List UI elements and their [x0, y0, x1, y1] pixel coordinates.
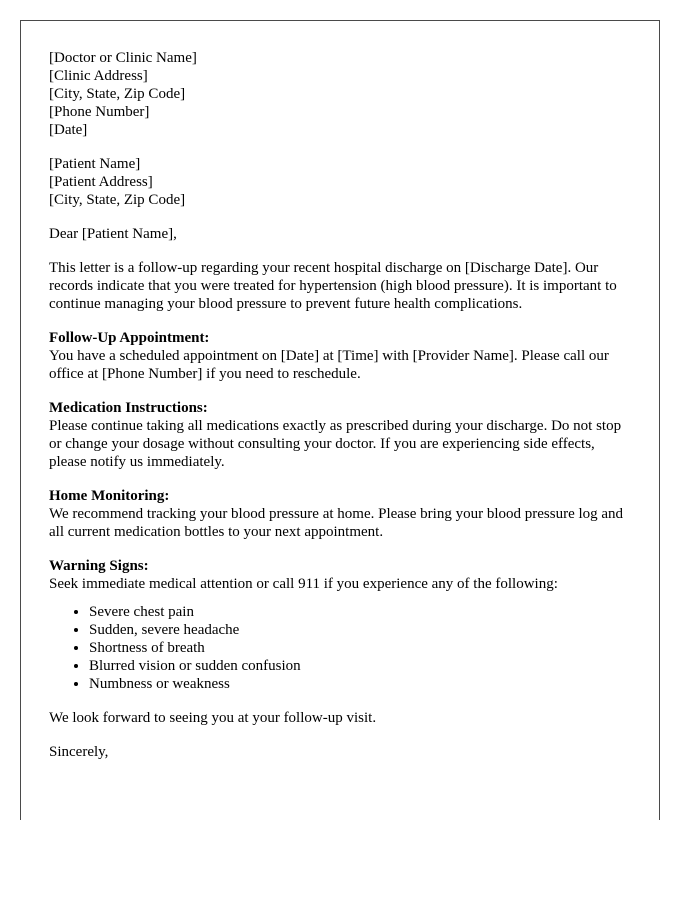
section-body: You have a scheduled appointment on [Date] at [Time] with [Provider Name]. Please call our office at [Phone Number] if you need to reschedule. [49, 348, 609, 382]
section-warning-signs [49, 557, 631, 593]
section-body: Seek immediate medical attention or call 911 if you experience any of the following: [49, 576, 558, 592]
sender-name: [Doctor or Clinic Name] [49, 50, 197, 66]
list-item: • Severe chest pain [89, 603, 631, 621]
sender-block [49, 49, 631, 139]
list-item: • Blurred vision or sudden confusion [89, 657, 631, 675]
recipient-name: [Patient Name] [49, 156, 141, 172]
closing-line: We look forward to seeing you at your follow-up visit. [49, 710, 377, 726]
section-home-monitoring [49, 487, 631, 541]
recipient-block [49, 155, 631, 209]
section-heading: Follow-Up Appointment: [49, 330, 210, 346]
signoff: Sincerely, [49, 744, 109, 760]
letter-date: [Date] [49, 122, 88, 138]
list-item: • Sudden, severe headache [89, 621, 631, 639]
section-follow-up-appointment [49, 329, 631, 383]
sender-phone: [Phone Number] [49, 104, 150, 120]
section-body: Please continue taking all medications exactly as prescribed during your discharge. Do not stop or change your dosage without consulting your doctor. If you are experiencing side effects, please notify us immediately. [49, 418, 622, 470]
intro-paragraph: This letter is a follow-up regarding your recent hospital discharge on [Discharge Date]. Our records indicate that you were treated for hypertension (high blood pressure). It is important to continue managing your blood pressure to prevent future health complications. [49, 260, 617, 312]
recipient-address: [Patient Address] [49, 174, 153, 190]
list-item: • Numbness or weakness [89, 675, 631, 693]
section-body: We recommend tracking your blood pressure at home. Please bring your blood pressure log and all current medication bottles to your next appointment. [49, 506, 624, 540]
section-heading: Home Monitoring: [49, 488, 170, 504]
section-heading: Warning Signs: [49, 558, 149, 574]
list-item: • Shortness of breath [89, 639, 631, 657]
recipient-city-state-zip: [City, State, Zip Code] [49, 192, 186, 208]
warning-signs-list [49, 603, 631, 693]
letter-page [20, 20, 660, 820]
sender-address: [Clinic Address] [49, 68, 148, 84]
sender-city-state-zip: [City, State, Zip Code] [49, 86, 186, 102]
section-heading: Medication Instructions: [49, 400, 208, 416]
section-medication-instructions [49, 399, 631, 471]
salutation: Dear [Patient Name], [49, 226, 177, 242]
